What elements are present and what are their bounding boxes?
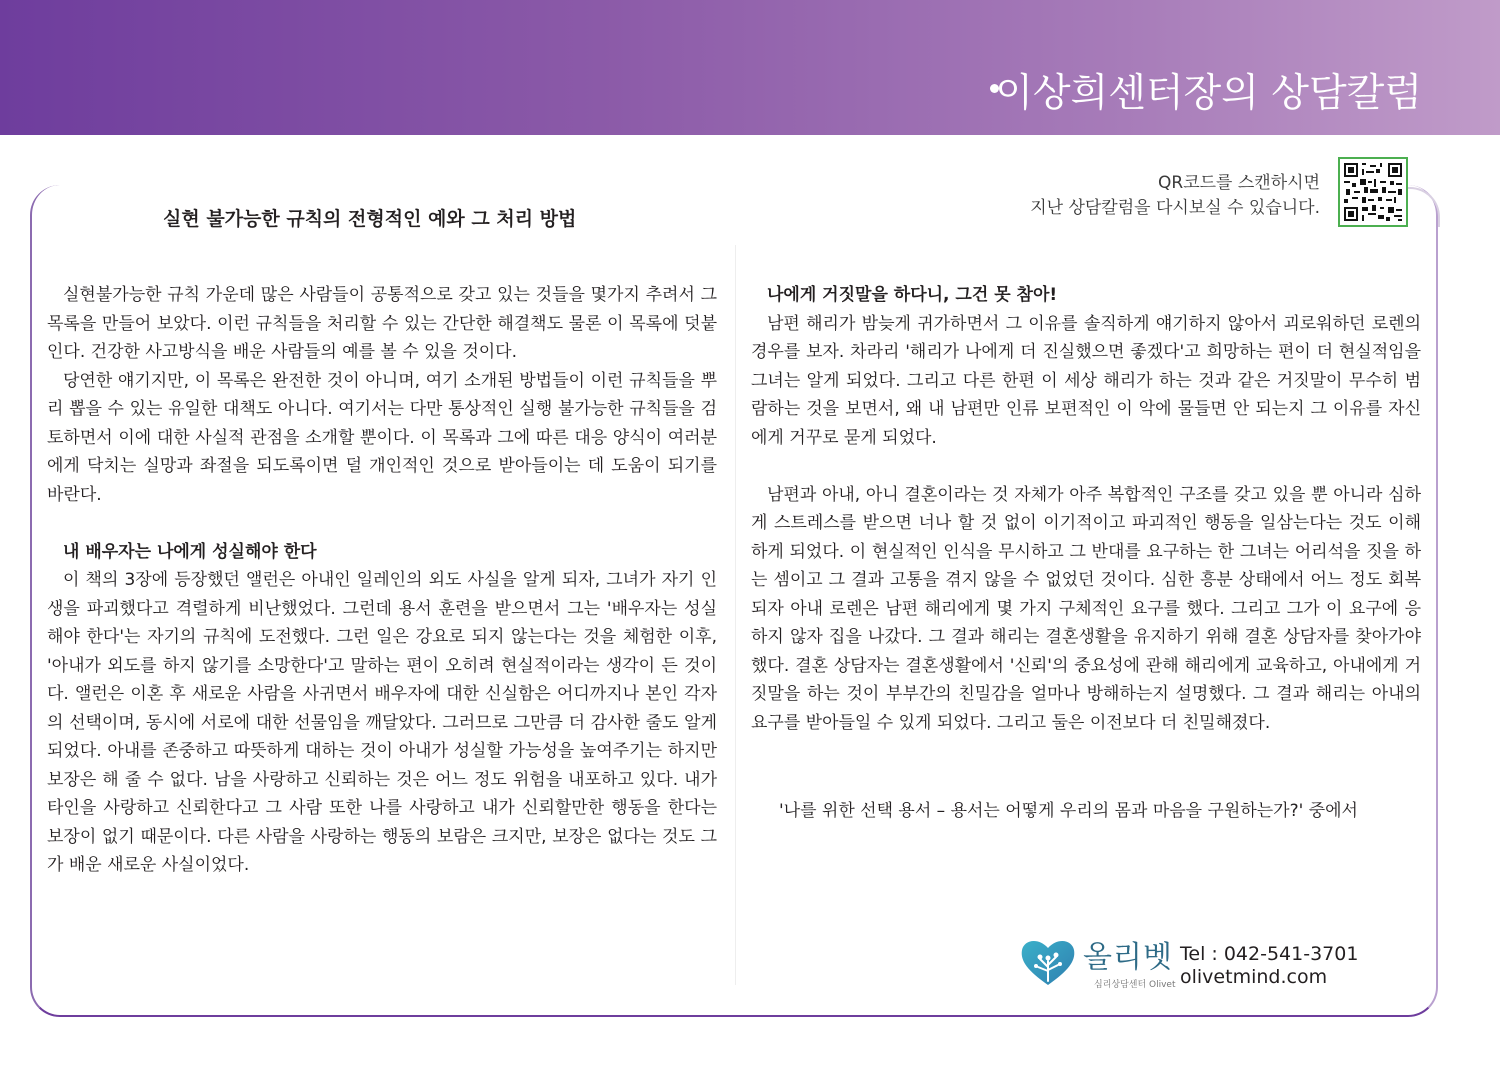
qr-code-icon[interactable] bbox=[1338, 157, 1408, 227]
website-link[interactable]: olivetmind.com bbox=[1180, 966, 1328, 988]
intro-paragraph-1: 실현불가능한 규칙 가운데 많은 사람들이 공통적으로 갖고 있는 것들을 몇가지 추려서 그 목록을 만들어 보았다. 이런 규칙들을 처리할 수 있는 간단한 해결책도 물론 이 목록에 덧붙인다. 건강한 사고방식을 배운 사람들의 예를 볼 수 있을 것이다. bbox=[47, 285, 717, 362]
heart-tree-logo-icon bbox=[1018, 937, 1078, 987]
qr-caption bbox=[1030, 171, 1320, 221]
brand-name: 올리벳 bbox=[1083, 940, 1173, 975]
section-body-lying-2: 남편과 아내, 아니 결혼이라는 것 자체가 아주 복합적인 구조를 갖고 있을 뿐 아니라 심하게 스트레스를 받으면 너나 할 것 없이 이기적이고 파괴적인 행동을 일삼는다는 것도 이해하게 되었다. 이 현실적인 인식을 무시하고 그 반대를 요구하는 한 그녀는 어리석을 짓을 하는 셈이고 그 결과 고통을 겪지 않을 수 없었던 것이다. 심한 흥분 상태에서 어느 정도 회복되자 아내 로렌은 남편 해리에게 몇 가지 구체적인 요구를 했다. 그리고 그가 이 요구에 응하지 않자 집을 나갔다. 그 결과 해리는 결혼생활을 유지하기 위해 결혼 상담자를 찾아가야 했다. 결혼 상담자는 결혼생활에서 '신뢰'의 중요성에 관해 해리에게 교육하고, 아내에게 거짓말을 하는 것이 부부간의 친밀감을 얼마나 방해하는지 설명했다. 그 결과 해리는 아내의 요구를 받아들일 수 있게 되었다. 그리고 둘은 이전보다 더 친밀해졌다. bbox=[751, 484, 1421, 733]
section-heading-lying: 나에게 거짓말을 하다니, 그건 못 참아! bbox=[767, 285, 1058, 305]
qr-caption-line-2: 지난 상담칼럼을 다시보실 수 있습니다. bbox=[1030, 198, 1320, 218]
source-citation: '나를 위한 선택 용서 – 용서는 어떻게 우리의 몸과 마음을 구원하는가?' 중에서 bbox=[779, 801, 1358, 821]
header-banner bbox=[0, 0, 1500, 135]
article-title: 실현 불가능한 규칙의 전형적인 예와 그 처리 방법 bbox=[163, 208, 577, 230]
qr-caption-line-1: QR코드를 스캔하시면 bbox=[1158, 173, 1320, 193]
section-body-spouse: 이 책의 3장에 등장했던 앨런은 아내인 일레인의 외도 사실을 알게 되자, 그녀가 자기 인생을 파괴했다고 격렬하게 비난했었다. 그런데 용서 훈련을 받으면서 그는 '배우자는 성실해야 한다'는 자기의 규칙에 도전했다. 그런 일은 강요로 되지 않는다는 것을 체험한 이후, '아내가 외도를 하지 않기를 소망한다'고 말하는 편이 오히려 현실적이라는 생각이 든 것이다. 앨런은 이혼 후 새로운 사람을 사귀면서 배우자에 대한 신실함은 어디까지나 본인 각자의 선택이며, 동시에 서로에 대한 선물임을 깨달았다. 그러므로 그만큼 더 감사한 줄도 알게 되었다. 아내를 존중하고 따뜻하게 대하는 것이 아내가 성실할 가능성을 높여주기는 하지만 보장은 해 줄 수 없다. 남을 사랑하고 신뢰하는 것은 어느 정도 위험을 내포하고 있다. 내가 타인을 사랑하고 신뢰한다고 그 사람 또한 나를 사랑하고 내가 신뢰할만한 행동을 한다는 보장이 없기 때문이다. 다른 사람을 사랑하는 행동의 보람은 크지만, 보장은 없다는 것도 그가 배운 새로운 사실이었다. bbox=[47, 570, 717, 875]
qr-code-graphic bbox=[1344, 163, 1402, 221]
column-series-title: 이상희센터장의 상담칼럼 bbox=[995, 71, 1422, 116]
section-heading-spouse: 내 배우자는 나에게 성실해야 한다 bbox=[63, 541, 317, 562]
paragraph-gap bbox=[751, 452, 1421, 481]
brand-subtitle: 심리상담센터 Olivet bbox=[1094, 980, 1176, 990]
right-column bbox=[751, 281, 1421, 737]
section-body-lying-1: 남편 해리가 밤늦게 귀가하면서 그 이유를 솔직하게 얘기하지 않아서 괴로워하던 로렌의 경우를 보자. 차라리 '해리가 나에게 더 진실했으면 좋겠다'고 희망하는 편이 더 현실적임을 그녀는 알게 되었다. 그리고 다른 한편 이 세상 해리가 하는 것과 같은 거짓말이 무수히 범람하는 것을 보면서, 왜 내 남편만 인류 보편적인 이 악에 물들면 안 되는지 그 이유를 자신에게 거꾸로 묻게 되었다. bbox=[751, 313, 1421, 448]
column-divider bbox=[735, 245, 736, 985]
intro-paragraph-2: 당연한 얘기지만, 이 목록은 완전한 것이 아니며, 여기 소개된 방법들이 이런 규칙들을 뿌리 뽑을 수 있는 유일한 대책도 아니다. 여기서는 다만 통상적인 실행 불가능한 규칙들을 검토하면서 이에 대한 사실적 관점을 소개할 뿐이다. 이 목록과 그에 따른 대응 양식이 여러분에게 닥치는 실망과 좌절을 되도록이면 덜 개인적인 것으로 받아들이는 데 도움이 되기를 바란다. bbox=[47, 370, 717, 505]
left-column bbox=[47, 281, 717, 880]
paragraph-gap bbox=[47, 509, 717, 538]
telephone: Tel : 042-541-3701 bbox=[1180, 943, 1359, 965]
contact-info bbox=[1180, 943, 1358, 989]
